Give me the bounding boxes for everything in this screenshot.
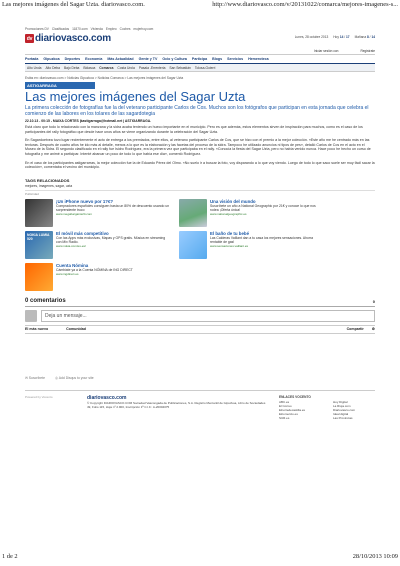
footer-link[interactable]: La Rioja.com: [333, 403, 351, 408]
comments-header: [25, 297, 375, 307]
ad-url: www.nokia.com/es-es/: [56, 243, 86, 248]
subscribe-row: [25, 376, 375, 380]
ad-desc: Las Calderas Vaillant dan a tu casa los mejores sensaciones. Ahorra rentable de gas!: [210, 235, 314, 244]
ad-title: ¡Un iPhone nuevo por 1?€?: [56, 198, 114, 204]
ad-grid: [25, 199, 325, 291]
add-disqus-link[interactable]: ◎ Add Disqus to your site: [55, 375, 94, 380]
subscribe-link[interactable]: ✉ Suscríbete: [25, 375, 46, 380]
ad-item[interactable]: [25, 199, 171, 227]
footer-copyright: © Copyright DIARIOVASCO.COM Sociedad Vascongada de Publicaciones, S.A. Registro Mercantil de Gipuzkoa, Libro de Sociedades 49, Folio 115, Hoja nº 2.900, Inscripción 1ª C.I.F.: A-20004075: [87, 400, 266, 409]
article-byline: 22.10.13 - 00:15 - MAIXA CORTES |kastigarraga@hotmail.net | ASTIGARRAGA.: [25, 119, 152, 123]
login-link[interactable]: Iniciar sesión con: [313, 48, 339, 53]
ad-image: [25, 263, 53, 291]
logo-text: diariovasco.com: [35, 33, 111, 44]
powered-by: Powered by Vocento: [25, 394, 53, 399]
subnav-item[interactable]: Alto Deba: [45, 65, 60, 70]
masthead: [25, 33, 375, 47]
tags-list[interactable]: mejores, imagenes, sagar, uzta: [25, 184, 375, 191]
top-link[interactable]: 11870.com: [72, 27, 88, 31]
avatar: [25, 310, 37, 322]
article-paragraph: Está claro que todo lo relacionado con la manzana y la sidra acaba teniendo un hueco importante en el municipio. Pero es que además, estos elementos sirven de inspiración para muchos, como es el caso de los participantes del rally fotográfico que desde hace unos años se viene organizando durante la celebración del Sagar Uzta.: [25, 125, 363, 134]
print-page-url: http://www.diariovasco.com/v/20131022/comarca/mejores-imagenes-s...: [212, 1, 398, 8]
top-link[interactable]: Clasificados: [51, 27, 70, 31]
ad-url: www.ingdirect.es: [56, 271, 79, 276]
subnav-item[interactable]: Alto Urola: [27, 65, 42, 70]
ad-item[interactable]: [25, 263, 171, 291]
print-footer: [2, 553, 398, 563]
comment-tabs: [25, 325, 375, 334]
sub-nav: [25, 64, 375, 72]
ad-image: NOKIA LUMIA 520: [25, 231, 53, 259]
ad-desc: Compradores españoles consiguen hasta un 80% de descuento usando un sorprendente truco: [56, 203, 170, 212]
ad-image: [25, 199, 53, 227]
ad-image: [179, 231, 207, 259]
tags-heading: TAGS RELACIONADOS: [25, 177, 70, 183]
footer-links-heading: ENLACES VOCENTO: [279, 394, 311, 399]
subnav-item[interactable]: Bidasoa: [83, 65, 96, 70]
article-title: Las mejores imágenes del Sagar Uzta: [25, 89, 246, 104]
article-paragraph: En el caso de los participantes astigarrarras, la mejor colección fue la de Eduardo Pérez del Olmo. «No suelo ir a buscar la foto, voy disparando a lo que voy viendo. Luego de todo lo que saco suele ser muy fácil sacar la colección», comentaba el vecino del municipio.: [25, 160, 375, 170]
main-nav: [25, 55, 375, 64]
ad-desc: Con las Apps más exclusivas, Mapas y GPS gratis. Música en streaming con Mix Radio.: [56, 235, 166, 244]
ads-label: Publicidad: [25, 191, 39, 196]
date-weather: [295, 35, 375, 39]
nav-item[interactable]: Participa: [191, 57, 208, 61]
weather-today: Hoy 14 / 17: [333, 35, 350, 39]
ad-url: www.sensaciones.vaillant.es: [210, 243, 249, 248]
nav-item[interactable]: Más Actualidad: [107, 57, 134, 61]
logo-mark-icon: dv: [26, 35, 33, 42]
print-page-title: Las mejores imágenes del Sagar Uzta. diariovasco.com.: [2, 1, 145, 8]
ad-item[interactable]: [25, 231, 171, 259]
ad-url: www.nationalgeographic.es: [210, 211, 247, 216]
ad-item[interactable]: [179, 199, 325, 227]
top-link[interactable]: Coches: [119, 27, 131, 31]
nav-item[interactable]: Ocio y Cultura: [162, 57, 187, 61]
share-button[interactable]: Compartir: [346, 327, 364, 332]
footer-links: [279, 395, 375, 420]
comment-input[interactable]: Deja un mensaje...: [41, 310, 375, 322]
footer-link[interactable]: Diariovasco.com: [333, 407, 356, 412]
top-links: [25, 26, 375, 32]
ad-title: El baño de tu bebé: [210, 230, 250, 236]
ad-title: Una visión del mundo: [210, 198, 256, 204]
footer-logo: diariovasco.com: [87, 394, 127, 401]
nav-item[interactable]: Gente y TV: [138, 57, 158, 61]
footer-link[interactable]: Hoy Digital: [333, 399, 348, 404]
footer-link[interactable]: SUR.es: [279, 415, 290, 420]
subnav-item[interactable]: San Sebastián: [169, 65, 191, 70]
nav-item[interactable]: Servicios: [227, 57, 244, 61]
subnav-item[interactable]: Tolosa-Goierri: [194, 65, 216, 70]
print-page-number: 1 de 2: [2, 553, 18, 560]
footer-link[interactable]: Elnortedecastilla.es: [279, 407, 306, 412]
site-logo[interactable]: [25, 33, 111, 44]
ad-url: www.megabargains24.com: [56, 211, 93, 216]
article-paragraph: En Sagardoetxea tuvo lugar recientemente el acto de entrega a los premiados, entre ellos, al veterano participante Carlos de Cos, que se hizo con el premio a la mejor colección. «Este año me he centrado más en las texturas. Después de cuatro años he ido más al detalle, menos a lo que es la elaboración y las facetas del proceso de la sidra. Tampoco he utilizado anuncios ni tipos de pes», detalló Carlos de Cos en el acto en el Museo de la Sidra. El segundo clasificado en el rally fue Isidro Rodríguez, era la primera vez que participaba en el rally. «Conocía la fiesta del Sagar Uzta, pero no había venido nunca. Hace poco he hecho un curso de fotografía y me animé a participar. Intenté abarcar un poco de todo lo que había ese día», comentó Rodríguez.: [25, 138, 371, 156]
top-link[interactable]: mujerhoy.com: [133, 27, 154, 31]
register-link[interactable]: Registrate: [360, 48, 375, 53]
top-link[interactable]: Empleo: [105, 27, 117, 31]
footer-link[interactable]: Ideal digital: [333, 411, 349, 416]
comment-composer: [25, 310, 375, 322]
weather-tomorrow: Mañana 8 / 14: [354, 35, 375, 39]
print-timestamp: 28/10/2013 10:09: [352, 553, 398, 560]
breadcrumb: Estás en: diariovasco.com > Noticias Gipuzkoa > Noticias Comarca > Las mejores imágenes del Sagar Uzta: [25, 76, 184, 80]
ad-title: El móvil más competitivo: [56, 230, 109, 236]
ad-item[interactable]: [179, 231, 325, 259]
user-links: [25, 47, 375, 55]
ad-image: [179, 199, 207, 227]
current-date: Lunes, 28 octubre 2013: [294, 35, 329, 39]
tab-newest[interactable]: El más nuevo: [25, 327, 49, 332]
article-lead: La primera colección de fotografías fue la del veterano participante Carlos de Cos. Muchos son los fotógrafos que participan en esta jornada que celebra el comienzo de las labores en los tolares de las sagardotegia: [25, 105, 369, 117]
nav-item[interactable]: Portada: [25, 57, 39, 61]
footer: [25, 390, 375, 420]
ad-desc: Cámbiate ya a la Cuenta NÓMINA de ING DIRECT: [56, 267, 133, 272]
footer-link[interactable]: Las Provincias: [333, 415, 353, 420]
ad-title: Cuenta Nómina: [56, 262, 89, 268]
footer-link[interactable]: Elcomercio.es: [279, 411, 298, 416]
nav-item[interactable]: Hemeroteca: [248, 57, 269, 61]
subnav-item[interactable]: Costa Urola: [117, 65, 135, 70]
tab-community[interactable]: Comunidad: [66, 327, 86, 332]
footer-link[interactable]: El Correo: [279, 403, 292, 408]
page: [25, 26, 375, 420]
nav-item[interactable]: Gipuzkoa: [43, 57, 60, 61]
footer-main: [87, 395, 267, 420]
article-kicker: ASTIGARRAGA: [25, 82, 95, 89]
footer-link[interactable]: ABC.es: [279, 399, 290, 404]
top-link[interactable]: Vivienda: [90, 27, 103, 31]
nav-item[interactable]: Deportes: [64, 57, 81, 61]
subnav-item-active[interactable]: Comarca: [99, 65, 114, 70]
nav-item[interactable]: Blogs: [212, 57, 223, 61]
nav-item[interactable]: Economía: [85, 57, 103, 61]
subnav-item[interactable]: Bajo Deba: [63, 65, 80, 70]
print-header: [2, 1, 398, 11]
subnav-item[interactable]: Pasaia -Errenteria: [138, 65, 166, 70]
comments-heading: 0 comentarios: [25, 298, 66, 305]
comments-count: 0: [372, 298, 375, 304]
ad-desc: Suscríbete un año a National Geographic por 21€ y conoce lo que nos rodea ¡Oferta única!: [210, 203, 316, 212]
top-link[interactable]: Promociones DV: [25, 27, 49, 31]
gear-icon[interactable]: ⚙: [371, 327, 375, 332]
